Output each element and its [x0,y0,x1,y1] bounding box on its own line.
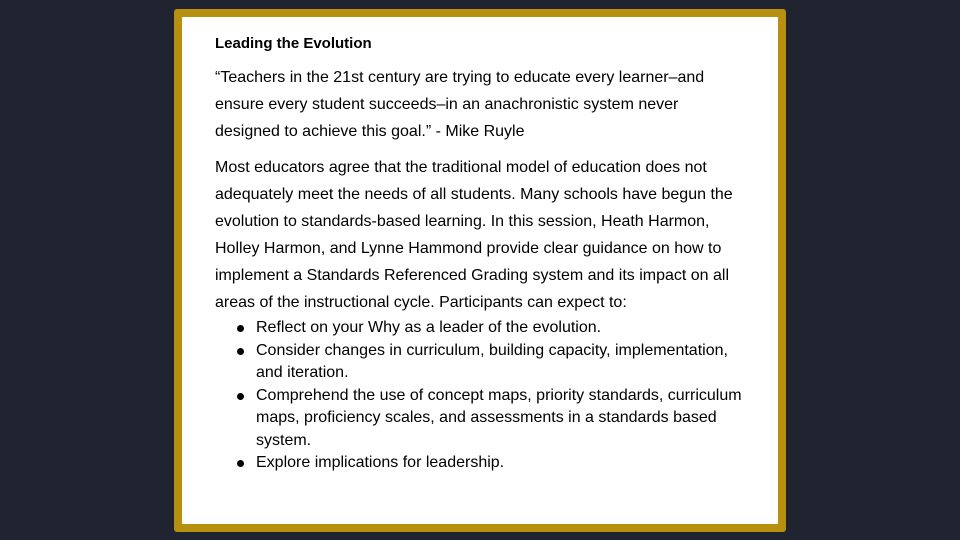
bullet-dot-icon [237,393,244,400]
bullet-text: Explore implications for leadership. [256,454,505,471]
bullet-text: Comprehend the use of concept maps, priority standards, curriculum maps, proficiency scales, and assessments in a standards based system. [256,386,742,449]
body-paragraph: Most educators agree that the traditional model of education does not adequately meet the needs of all students. Many schools have begun the evolution to standards-based learning. In this session, Heath Harmon, Holley Harmon, and Lynne Hammond provide clear guidance on how to implement a Standards Referenced Grading system and its impact on all areas of the instructional cycle. Participants can expect to: [215,159,733,311]
bullet-dot-icon [237,348,244,355]
quote-paragraph: “Teachers in the 21st century are trying to educate every learner–and ensure every student succeeds–in an anachronistic system never designed to achieve this goal.” - Mike Ruyle [215,69,705,140]
bullet-dot-icon [237,325,244,332]
gold-frame [174,9,786,532]
bullet-item [215,317,745,340]
bullet-item [215,385,745,453]
bullet-list [215,317,745,475]
document-title: Leading the Evolution [215,35,372,52]
bullet-item [215,452,745,475]
content-card [182,17,778,524]
bullet-dot-icon [237,460,244,467]
bullet-text: Consider changes in curriculum, building capacity, implementation, and iteration. [256,341,728,381]
bullet-text: Reflect on your Why as a leader of the evolution. [256,319,602,336]
bullet-item [215,340,745,385]
